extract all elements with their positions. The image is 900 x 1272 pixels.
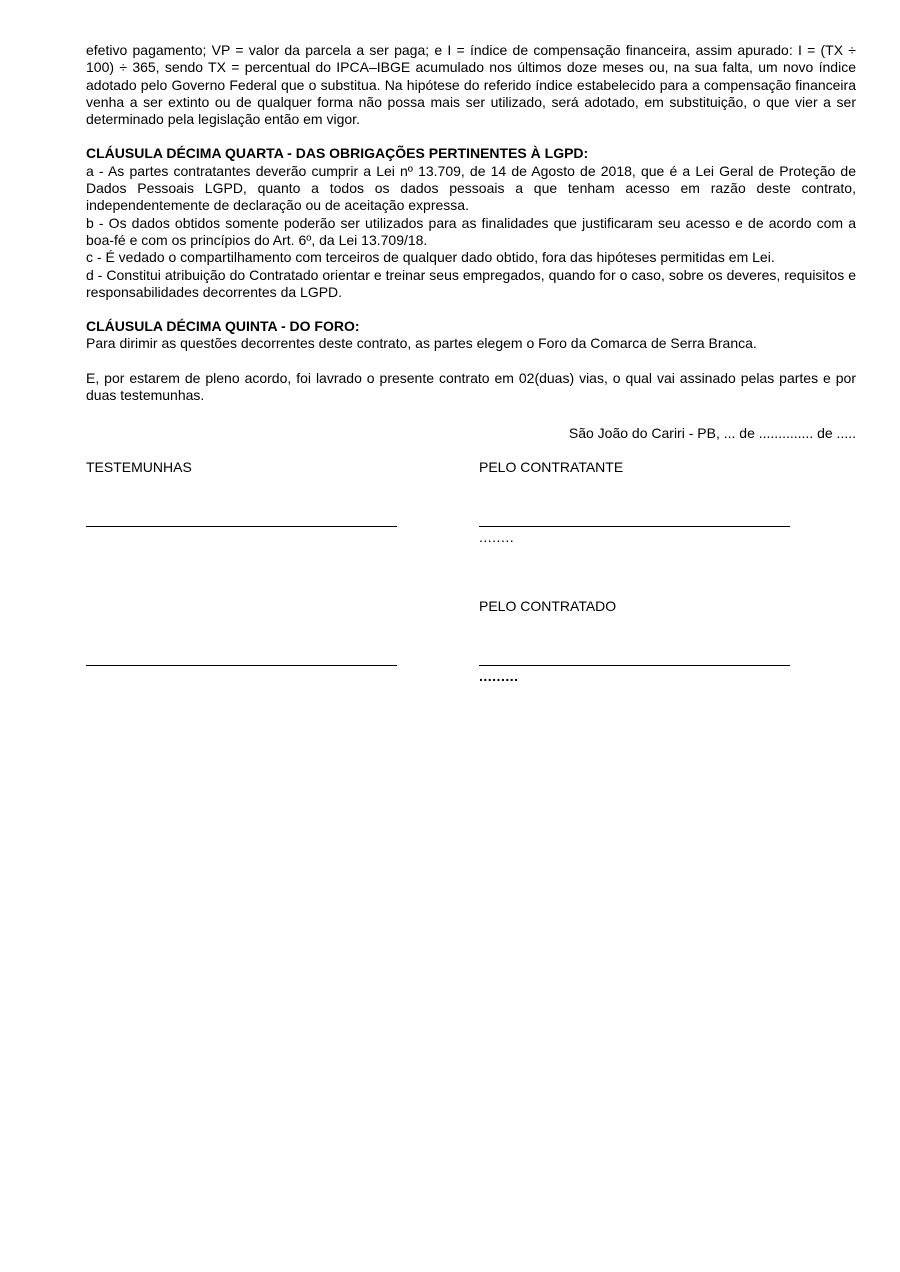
contratante-signature-line (479, 526, 790, 527)
contract-body (86, 42, 856, 404)
clause-14-title: CLÁUSULA DÉCIMA QUARTA - DAS OBRIGAÇÕES PERTINENTES À LGPD: (86, 145, 589, 162)
contratado-signature-line (479, 665, 790, 666)
contratante-dots: ........ (479, 529, 515, 545)
contratado-dots: ......... (479, 668, 519, 684)
intro-paragraph: efetivo pagamento; VP = valor da parcela a ser paga; e I = índice de compensação financeira, assim apurado: I = (TX ÷ 100) ÷ 365, sendo TX = percentual do IPCA–IBGE acumulado nos últimos doze meses ou, na sua falta, um novo índice adotado pelo Governo Federal que o substitua. Na hipótese do referido índice estabelecido para a compensação financeira venha a ser extinto ou de qualquer forma não possa mais ser utilizado, será adotado, em substituição, o que vier a ser determinado pela legislação então em vigor. (86, 42, 856, 128)
contratante-label: PELO CONTRATANTE (479, 459, 624, 475)
clause-15-title: CLÁUSULA DÉCIMA QUINTA - DO FORO: (86, 318, 360, 335)
clause-14-item-d: d - Constitui atribuição do Contratado orientar e treinar seus empregados, quando for o caso, sobre os deveres, requisitos e responsabilidades decorrentes da LGPD. (86, 266, 856, 300)
witness-2-signature-line (86, 665, 397, 666)
clause-14-item-a: a - As partes contratantes deverão cumprir a Lei nº 13.709, de 14 de Agosto de 2018, que é a Lei Geral de Proteção de Dados Pessoais LGPD, quanto a todos os dados pessoais a que tenham acesso em razão deste contrato, independentemente de declaração ou de aceitação expressa. (86, 162, 856, 214)
date-line: São João do Cariri - PB, ... de .............. de ..... (568, 425, 856, 441)
clause-14-item-b: b - Os dados obtidos somente poderão ser utilizados para as finalidades que justificaram seu acesso e de acordo com a boa-fé e com os princípios do Art. 6º, da Lei 13.709/18. (86, 214, 856, 248)
clause-14-item-c: c - É vedado o compartilhamento com terceiros de qualquer dado obtido, fora das hipóteses permitidas em Lei. (86, 249, 775, 266)
closing-paragraph: E, por estarem de pleno acordo, foi lavrado o presente contrato em 02(duas) vias, o qual vai assinado pelas partes e por duas testemunhas. (86, 369, 856, 404)
contratado-label: PELO CONTRATADO (479, 598, 617, 614)
witness-1-signature-line (86, 526, 397, 527)
clause-15-text: Para dirimir as questões decorrentes deste contrato, as partes elegem o Foro da Comarca de Serra Branca. (86, 335, 757, 352)
witnesses-label: TESTEMUNHAS (86, 459, 192, 475)
